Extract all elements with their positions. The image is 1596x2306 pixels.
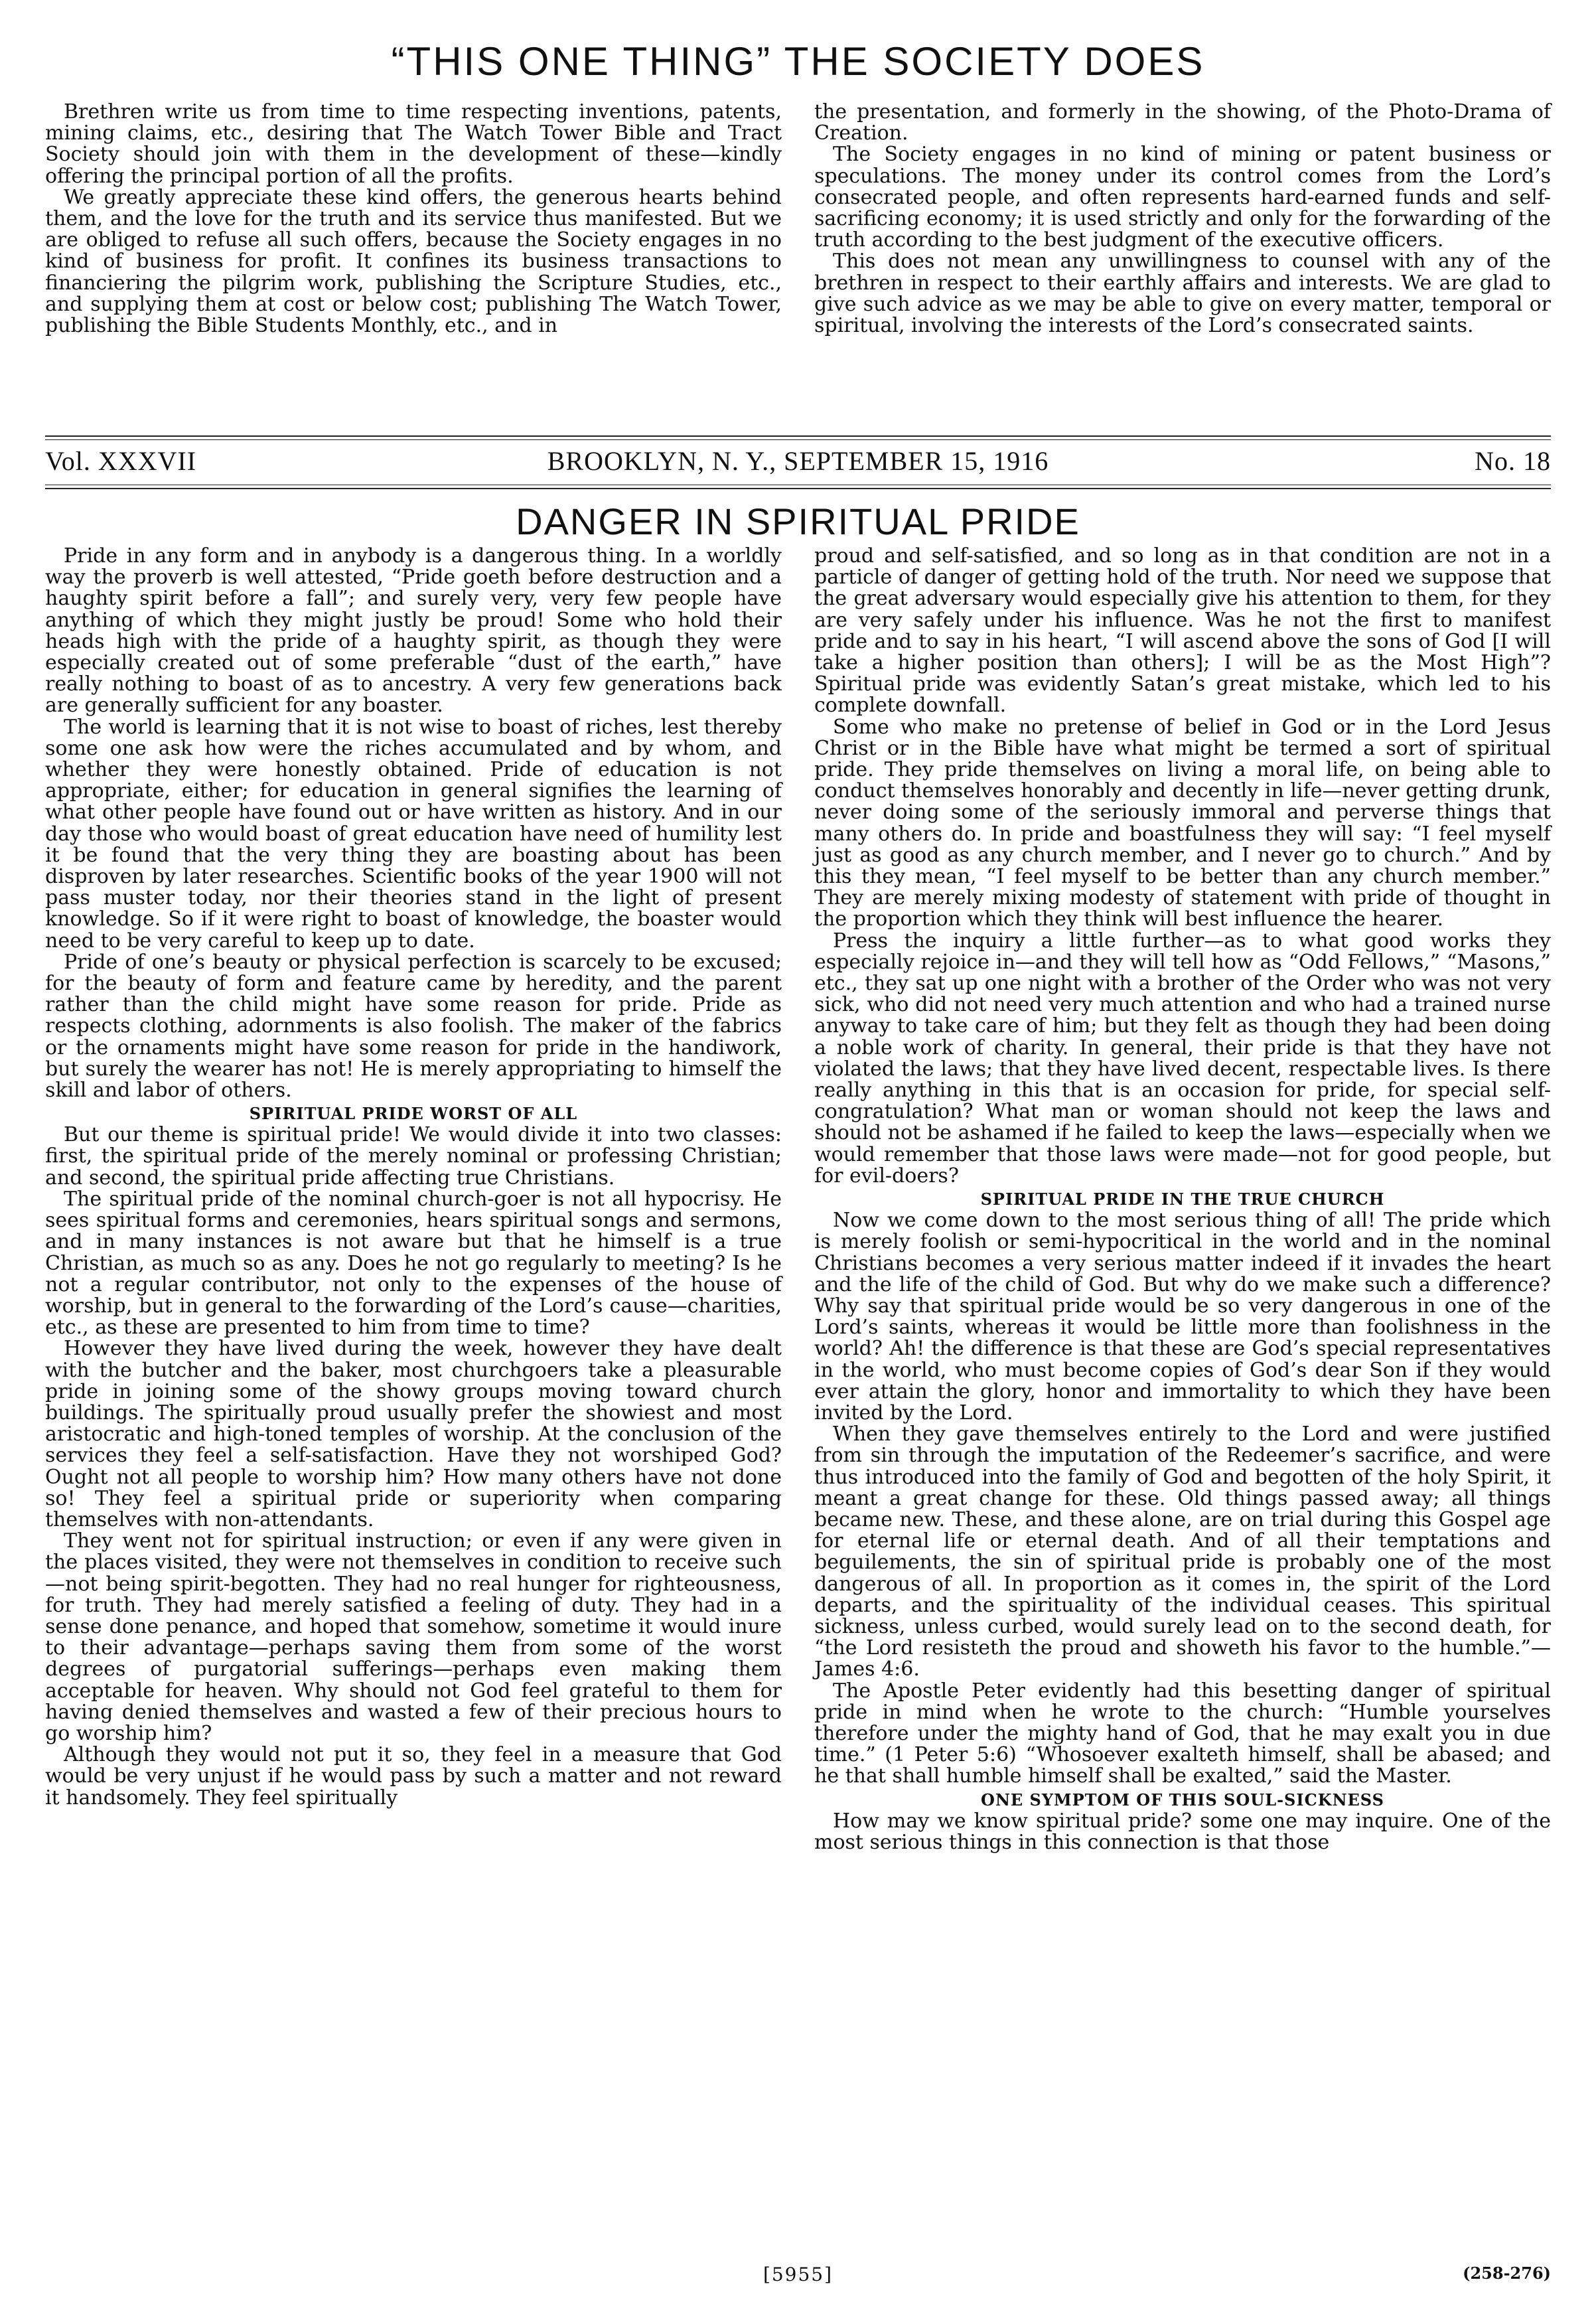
article-paragraph: Pride of one’s beauty or physical perfection is scarcely to be excused; for the beauty of form and feature came by heredity, and the parent rather than the child might have some reason for pride. Pride as respects clothing, adornments is also foolish. The maker of the fabrics or the ornaments might have some reason for pride in the handiwork, but surely the wearer has not! He is merely appropriating to himself the skill and labor of others. [45,950,782,1103]
article-paragraph: How may we know spiritual pride? some one may inquire. One of the most serious things in this connection is that those [814,1809,1551,1854]
masthead-top-rule-thin [45,439,1551,440]
intro-paragraph: the presentation, and formerly in the showing, of the Photo-Drama of Creation. [814,100,1551,145]
article-paragraph: proud and self-satisfied, and so long as in that condition are not in a particle of danger of getting hold of the truth. Nor need we suppose that the great adversary would especially give his attention to them, for they are very safely under his influence. Was he not the first to manifest pride and to say in his heart, “I will ascend above the sons of God [I will take a higher position than others]; I will be as the Most High”? Spiritual pride was evidently Satan’s great mistake, which led to his complete downfall. [814,544,1551,718]
masthead [45,446,1551,477]
volume-number: Vol. XXXVII [45,446,197,476]
section-heading: SPIRITUAL PRIDE IN THE TRUE CHURCH [980,1190,1385,1209]
document-reference: (258-276) [1463,2264,1551,2283]
intro-left-column [45,102,782,337]
article-paragraph: The spiritual pride of the nominal church-goer is not all hypocrisy. He sees spiritual forms and ceremonies, hears spiritual songs and sermons, and in many instances is not aware but that he himself is a true Christian, as much so as any. Does he not go regularly to meeting? Is he not a regular contributor, not only to the expenses of the house of worship, but in general to the forwarding of the Lord’s cause—charities, etc., as these are presented to him from time to time? [45,1187,782,1340]
issue-number: No. 18 [1475,446,1551,476]
article-left-column [45,546,782,1809]
intro-paragraph: Brethren write us from time to time respecting inventions, patents, mining claims, etc., desiring that The Watch Tower Bible and Tract Society should join with them in the development of these—kindly offering the principal portion of all the profits. [45,100,782,188]
article-title: DANGER IN SPIRITUAL PRIDE [516,500,1080,542]
article-paragraph: But our theme is spiritual pride! We would divide it into two classes: first, the spiritual pride of the merely nominal or professing Christian; and second, the spiritual pride affecting true Christians. [45,1123,782,1190]
masthead-top-rule [45,435,1551,437]
article-right-column [814,546,1551,1853]
masthead-bottom-rule [45,488,1551,489]
section-heading: ONE SYMPTOM OF THIS SOUL-SICKNESS [981,1790,1384,1809]
article-paragraph: They went not for spiritual instruction; or even if any were given in the places visited, they were not themselves in condition to receive such—not being spirit-begotten. They had no real hunger for righteousness, for truth. They had merely satisfied a feeling of duty. They had in a sense done penance, and hoped that somehow, sometime it would inure to their advantage—perhaps saving them from some of the worst degrees of purgatorial sufferings—perhaps even making them acceptable for heaven. Why should not God feel grateful to them for having denied themselves and wasted a few of their precious hours to go worship him? [45,1529,782,1745]
article-paragraph: However they have lived during the week, however they have dealt with the butcher and the baker, most churchgoers take a pleasurable pride in joining some of the showy groups moving toward church buildings. The spiritually proud usually prefer the showiest and most aristocratic and high-toned temples of worship. At the conclusion of the services they feel a self-satisfaction. Have they not worshiped God? Ought not all people to worship him? How many others have not done so! They feel a spiritual pride or superiority when comparing themselves with non-attendants. [45,1337,782,1531]
place-and-date: BROOKLYN, N. Y., SEPTEMBER 15, 1916 [547,446,1049,476]
intro-paragraph: We greatly appreciate these kind offers, the generous hearts behind them, and the love for the truth and its service thus manifested. But we are obliged to refuse all such offers, because the Society engages in no kind of business for profit. It confines its business transactions to financiering the pilgrim work, publishing the Scripture Studies, etc., and supplying them at cost or below cost; publishing The Watch Tower, publishing the Bible Students Monthly, etc., and in [45,185,782,338]
article-paragraph: Although they would not put it so, they feel in a measure that God would be very unjust if he would pass by such a matter and not reward it handsomely. They feel spiritually [45,1743,782,1809]
article-paragraph: Press the inquiry a little further—as to what good works they especially rejoice in—and they will tell how as “Odd Fellows,” “Masons,” etc., they sat up one night with a brother of the Order who was not very sick, who did not need very much attention and who had a trained nurse anyway to take care of him; but they felt as though they had been doing a noble work of charity. In general, their pride is that they have not violated the laws; that they have lived decent, respectable lives. Is there really anything in this that is an occasion for pride, for special self-congratulation? What man or woman should not keep the laws and should not be ashamed if he failed to keep the laws—especially when we would remember that those laws were made—not for good people, but for evil-doers? [814,929,1551,1188]
article-paragraph: The world is learning that it is not wise to boast of riches, lest thereby some one ask how were the riches accumulated and by whom, and whether they were honestly obtained. Pride of education is not appropriate, either; for education in general signifies the learning of what other people have found out or have written as history. And in our day those who would boast of great education have need of humility lest it be found that the very thing they are boasting about has been disproven by later researches. Scientific books of the year 1900 will not pass muster today, nor their theories stand in the light of present knowledge. So if it were right to boast of knowledge, the boaster would need to be very careful to keep up to date. [45,715,782,953]
intro-paragraph: This does not mean any unwillingness to counsel with any of the brethren in respect to their earthly affairs and interests. We are glad to give such advice as we may be able to give on every matter, temporal or spiritual, involving the interests of the Lord’s consecrated saints. [814,250,1551,338]
page-banner: “THIS ONE THING” THE SOCIETY DOES [391,39,1205,84]
intro-paragraph: The Society engages in no kind of mining or patent business or speculations. The money under its control comes from the Lord’s consecrated people, and often represents hard-earned funds and self-sacrificing economy; it is used strictly and only for the forwarding of the truth according to the best judgment of the executive officers. [814,143,1551,252]
intro-right-column [814,102,1551,337]
page-folio: [5955] [762,2264,834,2285]
article-paragraph: When they gave themselves entirely to the Lord and were justified from sin through the imputation of the Redeemer’s sacrifice, and were thus introduced into the family of God and begotten of the holy Spirit, it meant a great change for these. Old things passed away; all things became new. These, and these alone, are on trial during this Gospel age for eternal life or eternal death. And of all their temptations and beguilements, the sin of spiritual pride is probably one of the most dangerous of all. In proportion as it comes in, the spirit of the Lord departs, and the spirituality of the individual ceases. This spiritual sickness, unless curbed, would surely lead on to the second death, for “the Lord resisteth the proud and showeth his favor to the humble.”—James 4:6. [814,1422,1551,1681]
article-paragraph: Pride in any form and in anybody is a dangerous thing. In a worldly way the proverb is well attested, “Pride goeth before destruction and a haughty spirit before a fall”; and surely very, very few people have anything of which they might justly be proud! Some who hold their heads high with the pride of a haughty spirit, as though they were especially created out of some preferable “dust of the earth,” have really nothing to boast of as to ancestry. A very few generations back are generally sufficient for any boaster. [45,544,782,718]
section-heading: SPIRITUAL PRIDE WORST OF ALL [249,1104,578,1124]
article-paragraph: The Apostle Peter evidently had this besetting danger of spiritual pride in mind when he wrote to the church: “Humble yourselves therefore under the mighty hand of God, that he may exalt you in due time.” (1 Peter 5:6) “Whosoever exalteth himself, shall be abased; and he that shall humble himself shall be exalted,” said the Master. [814,1679,1551,1788]
article-paragraph: Some who make no pretense of belief in God or in the Lord Jesus Christ or in the Bible have what might be termed a sort of spiritual pride. They pride themselves on living a moral life, on being able to conduct themselves honorably and decently in life—never getting drunk, never doing some of the seriously immoral and perverse things that many others do. In pride and boastfulness they will say: “I feel myself just as good as any church member, and I never go to church.” And by this they mean, “I feel myself to be better than any church member.” They are merely mixing modesty of statement with pride of thought in the proportion which they think will best influence the hearer. [814,715,1551,931]
article-paragraph: Now we come down to the most serious thing of all! The pride which is merely foolish or semi-hypocritical in the world and in the nominal Christians becomes a very serious matter indeed if it invades the heart and the life of the child of God. But why do we make such a difference? Why say that spiritual pride would be so very dangerous in one of the Lord’s saints, whereas it would be little more than foolishness in the world? Ah! the difference is that these are God’s special representatives in the world, who must become copies of God’s dear Son if they would ever attain the glory, honor and immortality to which they have been invited by the Lord. [814,1209,1551,1424]
